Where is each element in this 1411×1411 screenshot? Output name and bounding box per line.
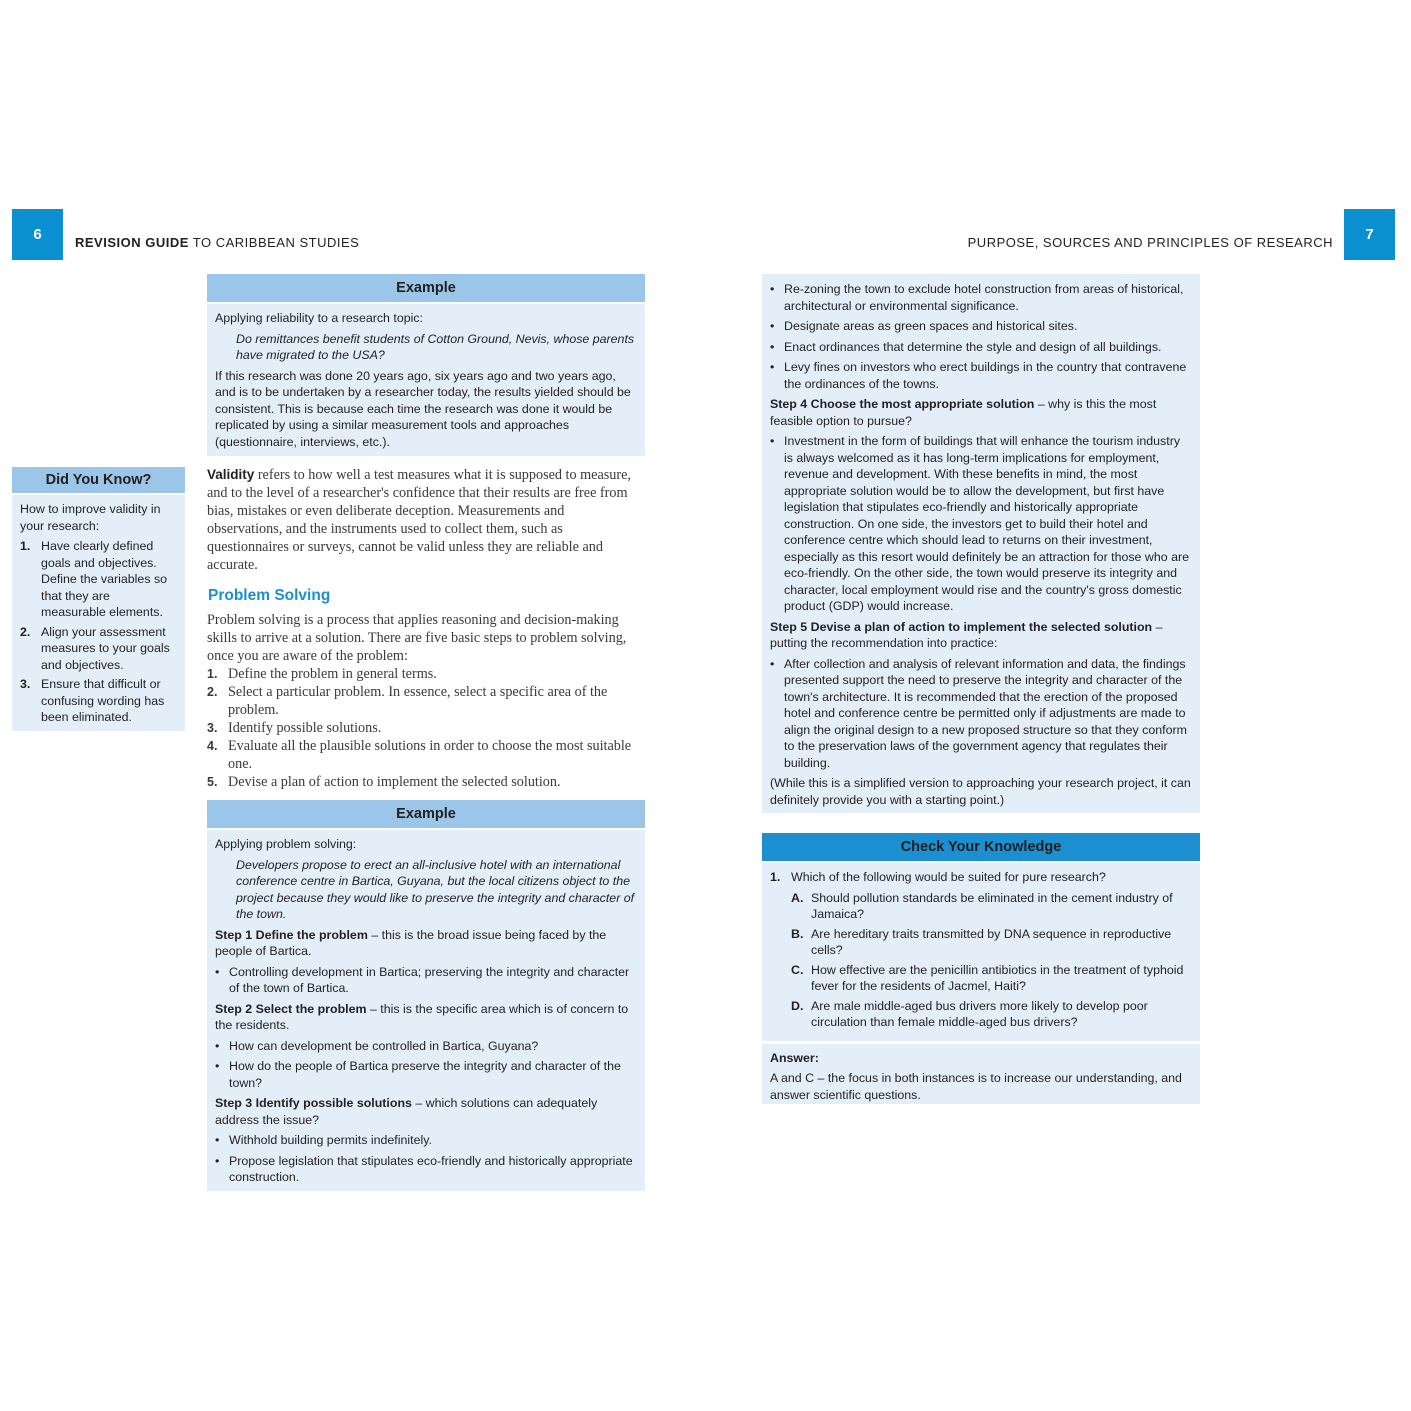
bullet-text: Designate areas as green spaces and historical sites. xyxy=(784,319,1078,333)
step-text: Devise a plan of action to implement the selected solution. xyxy=(228,774,561,790)
step-description: – putting the recommendation into practice: xyxy=(770,619,1163,650)
step-4 xyxy=(770,396,1192,429)
step-number: 2. xyxy=(207,685,218,699)
did-you-know-box xyxy=(12,467,185,731)
step-number: 4. xyxy=(207,739,218,753)
step-text: Identify possible solutions. xyxy=(228,720,382,736)
example-box-continued xyxy=(762,274,1200,813)
answer-option xyxy=(770,926,1192,959)
problem-solving-step xyxy=(207,773,643,791)
example-intro: Applying reliability to a research topic: xyxy=(215,311,423,325)
left-running-title xyxy=(75,235,359,250)
validity-term: Validity xyxy=(207,467,255,482)
question-number: 1. xyxy=(770,870,781,884)
bullet-item: • Investment in the form of buildings that will enhance the tourism industry is always welcomed as it has long-term implications for employment, revenue and development. With these benefits in mind, the most appropriate solution would be to allow the development, but first have legislation that stipulates eco-friendly and historically appropriate construction. On one side, the investors get to build their hotel and conference centre which should lead to returns on their investment, especially as this resort would definitely be an attraction for those who are eco-friendly. On the other side, the town would preserve its integrity and character, local employment would rise and the country's gross domestic product (GDP) would increase. xyxy=(770,434,1189,613)
bullet-text: Controlling development in Bartica; preserving the integrity and character of the town of Bartica. xyxy=(229,964,630,995)
problem-solving-step xyxy=(207,737,643,773)
item-text: Align your assessment measures to your goals and objectives. xyxy=(41,624,170,672)
step-description: – which solutions can adequately address the issue? xyxy=(215,1096,598,1127)
step-text: Select a particular problem. In essence, select a specific area of the problem. xyxy=(228,684,608,718)
answer-option xyxy=(770,962,1192,995)
validity-text: refers to how well a test measures what it is supposed to measure, and to the level of a researcher's confidence that their results are free from bias, mistakes or even deliberate deception. Measurements and observations, and the instruments used to collect them, such as questionnaires or surveys, cannot be valid unless they are reliable and accurate. xyxy=(207,467,631,573)
problem-solving-step xyxy=(207,683,643,719)
bullet-text: How do the people of Bartica preserve the integrity and character of the town? xyxy=(229,1059,621,1090)
did-you-know-item xyxy=(20,538,177,621)
example-box-reliability xyxy=(207,274,645,456)
step-label: Step 4 Choose the most appropriate solution xyxy=(770,397,1035,411)
step-text: Evaluate all the plausible solutions in order to choose the most suitable one. xyxy=(228,738,632,772)
answer-section xyxy=(762,1041,1200,1111)
step-1 xyxy=(215,927,637,960)
problem-solving-heading: Problem Solving xyxy=(208,587,331,604)
item-number: 2. xyxy=(20,624,31,639)
item-text: Have clearly defined goals and objectives. Define the variables so that they are measurable elements. xyxy=(41,539,168,619)
bullet-item: • Controlling development in Bartica; preserving the integrity and character of the town of Bartica. xyxy=(215,964,630,995)
option-letter: B. xyxy=(791,926,804,941)
step-description: – this is the specific area which is of concern to the residents. xyxy=(215,1001,629,1032)
bullet-item: • Designate areas as green spaces and historical sites. xyxy=(770,319,1078,333)
item-number: 3. xyxy=(20,677,31,691)
example-research-question: Do remittances benefit students of Cotton Ground, Nevis, whose parents have migrated to the USA? xyxy=(236,331,635,362)
bullet-text: Re-zoning the town to exclude hotel construction from areas of historical, architectural or environmental significance. xyxy=(784,282,1184,313)
step-number: 3. xyxy=(207,721,218,735)
example-heading: Example xyxy=(207,274,645,304)
step-text: Define the problem in general terms. xyxy=(228,666,437,682)
bullet-text: Levy fines on investors who erect buildings in the country that contravene the ordinances of the towns. xyxy=(784,360,1187,391)
answer-option xyxy=(770,998,1192,1031)
bullet-text: How can development be controlled in Bartica, Guyana? xyxy=(229,1038,539,1053)
option-letter: D. xyxy=(791,998,804,1013)
step-description: – this is the broad issue being faced by the people of Bartica. xyxy=(215,927,607,958)
check-your-knowledge-box xyxy=(762,833,1200,1104)
item-text: Ensure that difficult or confusing wording has been eliminated. xyxy=(41,677,165,724)
step-label: Step 5 Devise a plan of action to implement the selected solution xyxy=(770,619,1153,634)
problem-solving-step xyxy=(207,719,643,737)
example-intro: Applying problem solving: xyxy=(215,837,357,851)
left-running-title-bold: REVISION GUIDE xyxy=(75,235,189,250)
bullet-item: • After collection and analysis of relevant information and data, the findings presented support the need to preserve the integrity and character of the town's architecture. It is recommended that the erection of the proposed hotel and conference centre be permitted only if adjustments are made to align the original design to a new proposed structure so that they conform to the preservation laws of the government agency that regulates their building. xyxy=(770,656,1187,770)
bullet-item: • Propose legislation that stipulates eco-friendly and historically appropriate construction. xyxy=(215,1153,633,1184)
answer-text: A and C – the focus in both instances is to increase our understanding, and answer scientific questions. xyxy=(770,1071,1182,1102)
bullet-text: Investment in the form of buildings that will enhance the tourism industry is always welcomed as it has long-term implications for employment, revenue and development. With these benefits in mind, the most appropriate solution would be to allow the development, but first have legislation that stipulates eco-friendly and historically appropriate construction. On one side, the investors get to build their hotel and conference centre which should lead to returns on their investment, especially as this resort would definitely be an attraction for those who are eco-friendly. On the other side, the town would preserve its integrity and character, local employment would rise and the country's gross domestic product (GDP) would increase. xyxy=(784,434,1189,613)
question xyxy=(770,869,1192,886)
step-2 xyxy=(215,1001,637,1034)
step-label: Step 3 Identify possible solutions xyxy=(215,1096,412,1110)
example-note: (While this is a simplified version to approaching your research project, it can definitely provide you with a starting point.) xyxy=(770,776,1191,807)
option-text: Are hereditary traits transmitted by DNA sequence in reproductive cells? xyxy=(811,926,1172,957)
bullet-item: • Enact ordinances that determine the style and design of all buildings. xyxy=(770,339,1162,354)
step-3 xyxy=(215,1095,637,1128)
bullet-item: • How can development be controlled in Bartica, Guyana? xyxy=(215,1038,539,1053)
left-page-number: 6 xyxy=(12,209,63,260)
bullet-item: • Re-zoning the town to exclude hotel construction from areas of historical, architectural or environmental significance. xyxy=(770,282,1184,313)
bullet-item: • Withhold building permits indefinitely. xyxy=(215,1133,432,1147)
example-scenario: Developers propose to erect an all-inclusive hotel with an international conference centre in Bartica, Guyana, but the local citizens object to the project because they would like to preserve the integrity and character of the town. xyxy=(236,857,635,921)
example-heading: Example xyxy=(207,800,645,830)
problem-solving-intro: Problem solving is a process that applies reasoning and decision-making skills to arrive at a solution. There are five basic steps to problem solving, once you are aware of the problem: xyxy=(207,612,627,664)
step-description: – why is this the most feasible option to pursue? xyxy=(770,397,1157,428)
did-you-know-intro: How to improve validity in your research: xyxy=(20,502,161,533)
example-body: If this research was done 20 years ago, six years ago and two years ago, and is to be undertaken by a researcher today, the results yielded should be consistent. This is because each time the research was done it would be replicated by using a similar measurement tools and approaches (questionnaire, interviews, etc.). xyxy=(215,368,631,449)
step-number: 5. xyxy=(207,775,218,789)
bullet-text: Propose legislation that stipulates eco-friendly and historically appropriate construction. xyxy=(229,1153,633,1184)
left-running-title-rest: TO CARIBBEAN STUDIES xyxy=(188,235,360,250)
bullet-item: • How do the people of Bartica preserve the integrity and character of the town? xyxy=(215,1059,621,1090)
bullet-item: • Levy fines on investors who erect buildings in the country that contravene the ordinances of the towns. xyxy=(770,360,1187,391)
step-number: 1. xyxy=(207,667,218,681)
option-text: How effective are the penicillin antibiotics in the treatment of typhoid fever for the residents of Jacmel, Haiti? xyxy=(811,962,1184,993)
option-letter: C. xyxy=(791,962,804,977)
bullet-text: After collection and analysis of relevant information and data, the findings presented support the need to preserve the integrity and character of the town's architecture. It is recommended that the erection of the proposed hotel and conference centre be permitted only if adjustments are made to align the original design to a new proposed structure so that they conform to the preservation laws of the government agency that regulates their building. xyxy=(784,656,1187,770)
step-label: Step 2 Select the problem xyxy=(215,1001,367,1016)
question-text: Which of the following would be suited for pure research? xyxy=(791,870,1106,884)
option-text: Should pollution standards be eliminated in the cement industry of Jamaica? xyxy=(811,890,1173,921)
problem-solving-step xyxy=(207,665,643,683)
step-5 xyxy=(770,619,1192,652)
did-you-know-item xyxy=(20,624,177,674)
answer-option xyxy=(770,890,1192,923)
did-you-know-item xyxy=(20,676,177,726)
check-your-knowledge-heading: Check Your Knowledge xyxy=(762,833,1200,863)
right-page-number: 7 xyxy=(1344,209,1395,260)
bullet-text: Withhold building permits indefinitely. xyxy=(229,1133,432,1147)
item-number: 1. xyxy=(20,539,31,553)
example-box-problem-solving xyxy=(207,800,645,1191)
validity-paragraph xyxy=(207,466,643,574)
did-you-know-heading: Did You Know? xyxy=(12,467,185,495)
option-letter: A. xyxy=(791,890,804,905)
bullet-text: Enact ordinances that determine the style and design of all buildings. xyxy=(784,339,1162,354)
right-running-title: PURPOSE, SOURCES AND PRINCIPLES OF RESEARCH xyxy=(967,235,1333,250)
problem-solving-section xyxy=(207,611,643,791)
answer-label: Answer: xyxy=(770,1050,819,1065)
step-label: Step 1 Define the problem xyxy=(215,927,368,942)
option-text: Are male middle-aged bus drivers more likely to develop poor circulation than female middle-aged bus drivers? xyxy=(811,998,1148,1029)
